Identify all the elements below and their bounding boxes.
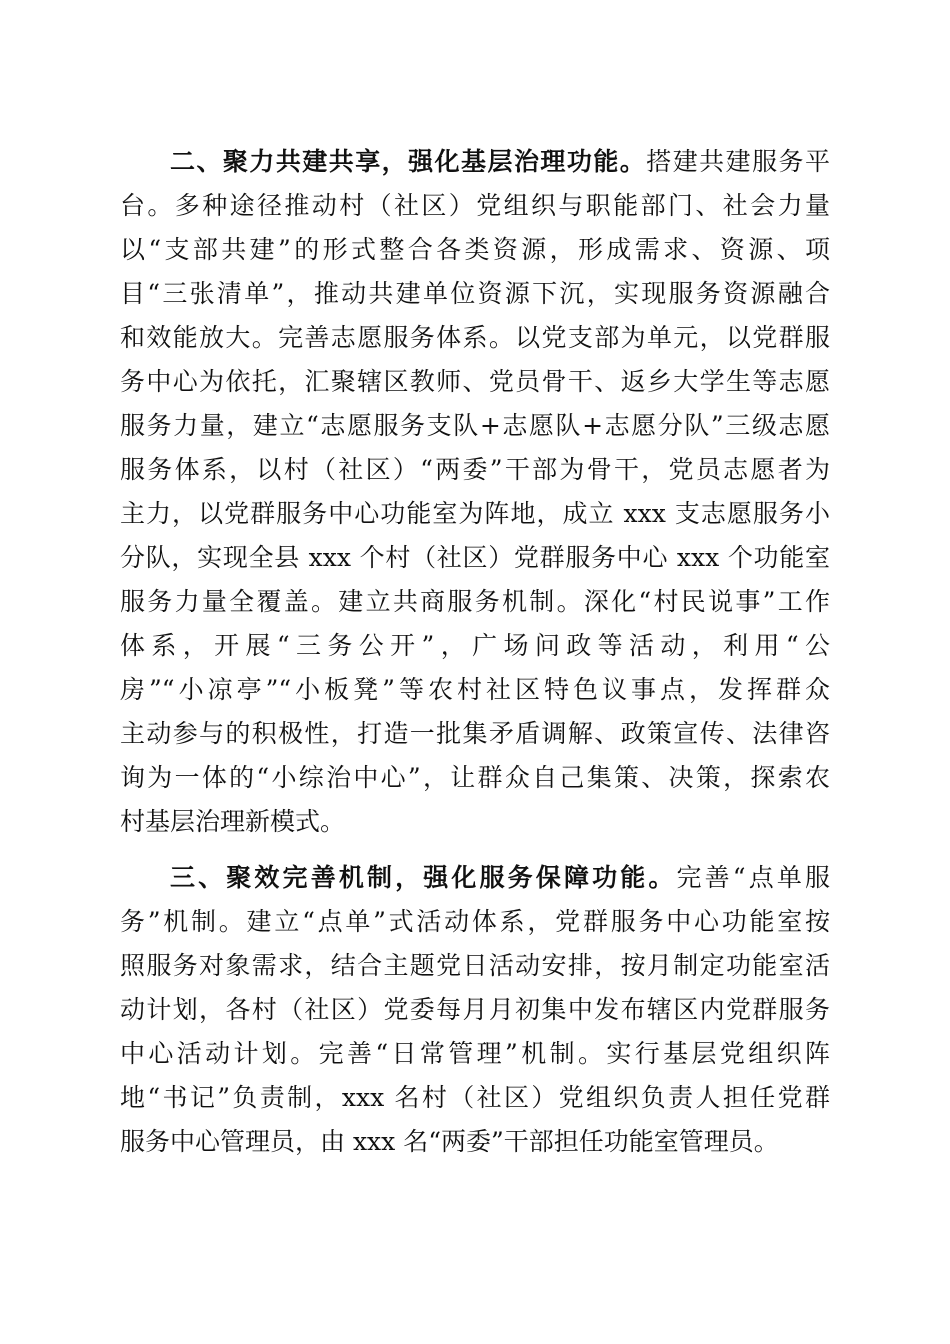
section2-line-6: 务中心为依托，汇聚辖区教师、党员骨干、返乡大学生等志愿: [120, 367, 830, 396]
section2-line-8: 服务体系，以村（社区）“两委”干部为骨干，党员志愿者为: [120, 455, 830, 484]
section2-heading: 二、聚力共建共享，强化基层治理功能。: [170, 147, 647, 176]
section2-line-1: [170, 140, 830, 184]
section3-line-4: 动计划，各村（社区）党委每月月初集中发布辖区内党群服务: [120, 995, 830, 1024]
section2-line-15: 询为一体的“小综治中心”，让群众自己集策、决策，探索农: [120, 763, 830, 792]
section2-line-14: 主动参与的积极性，打造一批集矛盾调解、政策宣传、法律咨: [120, 719, 830, 748]
section3-heading: 三、聚效完善机制，强化服务保障功能。: [170, 863, 677, 892]
section3-line-2: 务”机制。建立“点单”式活动体系，党群服务中心功能室按: [120, 907, 830, 936]
section3-line-3: 照服务对象需求，结合主题党日活动安排，按月制定功能室活: [120, 951, 830, 980]
section3-line-7: 服务中心管理员，由 xxx 名“两委”干部担任功能室管理员。: [120, 1127, 779, 1156]
section2-line-16: 村基层治理新模式。: [120, 807, 346, 836]
section3-line-1: [170, 856, 830, 900]
section3-line-6: 地“书记”负责制，xxx 名村（社区）党组织负责人担任党群: [120, 1083, 830, 1112]
section2-line-10: 分队，实现全县 xxx 个村（社区）党群服务中心 xxx 个功能室: [120, 543, 830, 572]
section2-line-5: 和效能放大。完善志愿服务体系。以党支部为单元，以党群服: [120, 323, 830, 352]
section2-line-3: 以“支部共建”的形式整合各类资源，形成需求、资源、项: [120, 235, 830, 264]
section2-line-4: 目“三张清单”，推动共建单位资源下沉，实现服务资源融合: [120, 279, 830, 308]
section2-line-2: 台。多种途径推动村（社区）党组织与职能部门、社会力量: [120, 191, 830, 220]
section2-line-7: 服务力量，建立“志愿服务支队+志愿队+志愿分队”三级志愿: [120, 411, 830, 440]
section3-line-5: 中心活动计划。完善“日常管理”机制。实行基层党组织阵: [120, 1039, 830, 1068]
section2-line-12: 体系，开展“三务公开”，广场问政等活动，利用“公: [120, 631, 830, 660]
section2-line-9: 主力，以党群服务中心功能室为阵地，成立 xxx 支志愿服务小: [120, 499, 830, 528]
section2-line-text: 搭建共建服务平: [646, 147, 830, 176]
section2-line-13: 房”“小凉亭”“小板凳”等农村社区特色议事点，发挥群众: [120, 675, 830, 704]
section3-line-text: 完善“点单服: [676, 863, 830, 892]
section2-line-11: 服务力量全覆盖。建立共商服务机制。深化“村民说事”工作: [120, 587, 830, 616]
